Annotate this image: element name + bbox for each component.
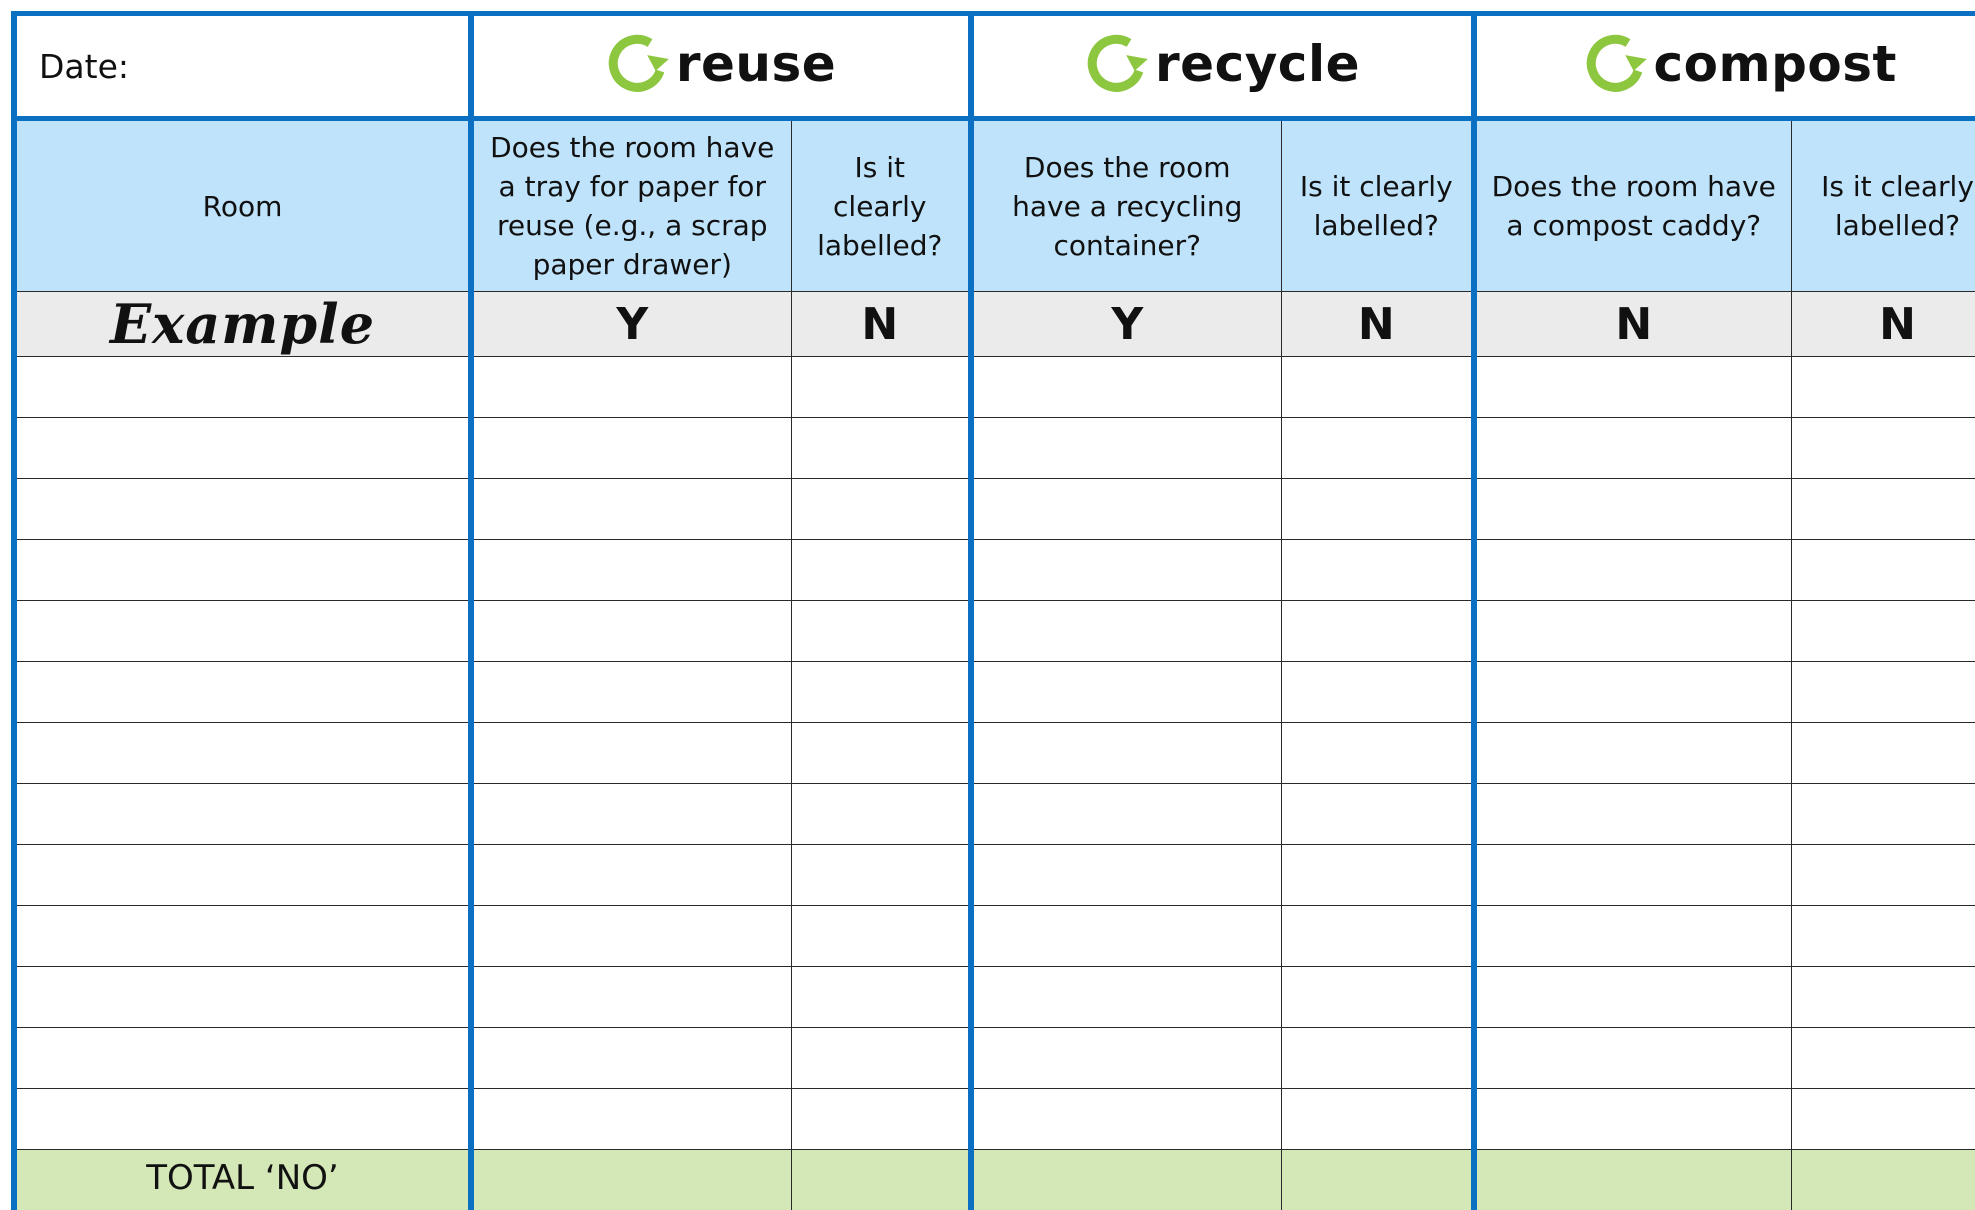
table-row [14,906,1975,967]
answer-entry-cell[interactable] [971,357,1281,418]
answer-entry-cell[interactable] [1281,540,1474,601]
table-row [14,723,1975,784]
table-row [14,479,1975,540]
answer-entry-cell[interactable] [1474,357,1791,418]
table-row [14,1089,1975,1150]
reuse-labelled-header [791,119,971,292]
section-reuse-label: reuse [675,35,837,93]
entry-rows [14,357,1975,1150]
answer-entry-cell[interactable] [1474,662,1791,723]
answer-entry-cell[interactable] [1281,967,1474,1028]
answer-entry-cell[interactable] [1281,418,1474,479]
room-header-label: Room [202,189,283,223]
answer-entry-cell[interactable] [471,601,791,662]
answer-entry-cell[interactable] [791,479,971,540]
room-entry-cell[interactable] [14,1089,471,1150]
answer-entry-cell[interactable] [791,418,971,479]
section-reuse [471,14,971,119]
recycle-labelled-header [1281,119,1474,292]
section-compost [1474,14,1975,119]
answer-entry-cell[interactable] [791,601,971,662]
waste-audit-table [11,11,1975,1210]
date-cell[interactable] [14,14,471,119]
answer-entry-cell[interactable] [1281,1028,1474,1089]
answer-entry-cell[interactable] [791,357,971,418]
room-entry-cell[interactable] [14,845,471,906]
answer-entry-cell[interactable] [791,967,971,1028]
answer-entry-cell[interactable] [1281,784,1474,845]
total-cell[interactable] [791,1150,971,1210]
answer-entry-cell[interactable] [1791,845,1975,906]
table-row [14,1028,1975,1089]
answer-entry-cell[interactable] [971,1028,1281,1089]
answer-entry-cell[interactable] [1474,967,1791,1028]
example-answer-cell [791,292,971,357]
recycle-container-question: Does the room have a recycling container? [1012,150,1243,262]
answer-entry-cell[interactable] [971,967,1281,1028]
table-row [14,601,1975,662]
example-row [14,292,1975,357]
section-recycle [971,14,1474,119]
example-room-cell [14,292,471,357]
answer-entry-cell[interactable] [1474,723,1791,784]
answer-entry-cell[interactable] [471,723,791,784]
example-label: Example [109,292,376,356]
total-label: TOTAL ‘NO’ [146,1158,339,1198]
answer-entry-cell[interactable] [1791,1028,1975,1089]
answer-entry-cell[interactable] [971,784,1281,845]
compost-labelled-question: Is it clearly labelled? [1821,170,1974,242]
example-answer-cell [471,292,791,357]
table-row [14,967,1975,1028]
answer-entry-cell[interactable] [471,845,791,906]
room-entry-cell[interactable] [14,662,471,723]
compost-caddy-question: Does the room have a compost caddy? [1491,170,1776,242]
answer-entry-cell[interactable] [1281,479,1474,540]
answer-entry-cell[interactable] [1474,601,1791,662]
answer-entry-cell[interactable] [971,479,1281,540]
answer-entry-cell[interactable] [1791,479,1975,540]
table-row [14,357,1975,418]
answer-entry-cell[interactable] [971,418,1281,479]
answer-entry-cell[interactable] [971,845,1281,906]
answer-entry-cell[interactable] [791,540,971,601]
answer-entry-cell[interactable] [1281,601,1474,662]
answer-entry-cell[interactable] [1791,418,1975,479]
room-entry-cell[interactable] [14,418,471,479]
total-cell[interactable] [1791,1150,1975,1210]
answer-entry-cell[interactable] [471,1028,791,1089]
room-entry-cell[interactable] [14,540,471,601]
answer-entry-cell[interactable] [791,1028,971,1089]
answer-entry-cell[interactable] [471,357,791,418]
room-entry-cell[interactable] [14,723,471,784]
example-answer: Y [1111,298,1144,350]
answer-entry-cell[interactable] [1791,662,1975,723]
section-title-compost [1584,31,1897,97]
example-answer-cell [1281,292,1474,357]
answer-entry-cell[interactable] [971,723,1281,784]
answer-entry-cell[interactable] [1281,357,1474,418]
room-entry-cell[interactable] [14,1028,471,1089]
total-cell[interactable] [1281,1150,1474,1210]
table-row [14,662,1975,723]
answer-entry-cell[interactable] [471,540,791,601]
answer-entry-cell[interactable] [1281,845,1474,906]
total-row [14,1150,1975,1210]
recycle-labelled-question: Is it clearly labelled? [1299,170,1453,242]
answer-entry-cell[interactable] [1474,1028,1791,1089]
example-answer: N [861,298,899,350]
answer-entry-cell[interactable] [1791,357,1975,418]
answer-entry-cell[interactable] [1474,418,1791,479]
answer-entry-cell[interactable] [1281,1089,1474,1150]
total-cell[interactable] [971,1150,1281,1210]
answer-entry-cell[interactable] [791,723,971,784]
answer-entry-cell[interactable] [971,601,1281,662]
section-title-reuse [606,31,836,97]
recycle-container-header [971,119,1281,292]
example-answer: N [1879,298,1916,350]
example-answer: Y [616,298,649,350]
answer-entry-cell[interactable] [791,1089,971,1150]
answer-entry-cell[interactable] [1474,540,1791,601]
table-row [14,418,1975,479]
total-cell[interactable] [471,1150,791,1210]
section-recycle-label: recycle [1155,35,1360,93]
answer-entry-cell[interactable] [791,906,971,967]
question-header-row [14,119,1975,292]
answer-entry-cell[interactable] [1474,479,1791,540]
total-label-cell [14,1150,471,1210]
room-entry-cell[interactable] [14,967,471,1028]
answer-entry-cell[interactable] [971,1089,1281,1150]
answer-entry-cell[interactable] [471,906,791,967]
answer-entry-cell[interactable] [971,540,1281,601]
room-entry-cell[interactable] [14,784,471,845]
section-compost-label: compost [1653,35,1897,93]
answer-entry-cell[interactable] [1791,1089,1975,1150]
table-row [14,784,1975,845]
table-row [14,845,1975,906]
reuse-labelled-question: Is it clearly labelled? [817,150,943,262]
answer-entry-cell[interactable] [1474,845,1791,906]
answer-entry-cell[interactable] [971,906,1281,967]
section-header-row [14,14,1975,119]
example-answer-cell [1474,292,1791,357]
answer-entry-cell[interactable] [1791,967,1975,1028]
answer-entry-cell[interactable] [1791,784,1975,845]
answer-entry-cell[interactable] [791,845,971,906]
recycle-arrow-icon [606,31,672,97]
answer-entry-cell[interactable] [1474,1089,1791,1150]
answer-entry-cell[interactable] [471,784,791,845]
answer-entry-cell[interactable] [1791,601,1975,662]
answer-entry-cell[interactable] [471,662,791,723]
answer-entry-cell[interactable] [1791,723,1975,784]
answer-entry-cell[interactable] [1474,906,1791,967]
date-label: Date: [39,46,129,86]
answer-entry-cell[interactable] [1281,662,1474,723]
answer-entry-cell[interactable] [1791,540,1975,601]
reuse-tray-header [471,119,791,292]
room-entry-cell[interactable] [14,479,471,540]
recycle-arrow-icon [1584,31,1650,97]
room-entry-cell[interactable] [14,601,471,662]
example-answer: N [1615,298,1653,350]
recycle-arrow-icon [1085,31,1151,97]
answer-entry-cell[interactable] [471,967,791,1028]
answer-entry-cell[interactable] [1791,906,1975,967]
answer-entry-cell[interactable] [471,479,791,540]
compost-caddy-header [1474,119,1791,292]
answer-entry-cell[interactable] [471,418,791,479]
answer-entry-cell[interactable] [1281,906,1474,967]
room-entry-cell[interactable] [14,906,471,967]
answer-entry-cell[interactable] [971,662,1281,723]
answer-entry-cell[interactable] [1281,723,1474,784]
total-cell[interactable] [1474,1150,1791,1210]
compost-labelled-header [1791,119,1975,292]
example-answer-cell [1791,292,1975,357]
example-answer: N [1357,298,1395,350]
room-header [14,119,471,292]
section-title-recycle [1085,31,1360,97]
answer-entry-cell[interactable] [1474,784,1791,845]
answer-entry-cell[interactable] [791,662,971,723]
answer-entry-cell[interactable] [791,784,971,845]
table-row [14,540,1975,601]
reuse-tray-question: Does the room have a tray for paper for reuse (e.g., a scrap paper drawer) [490,131,775,281]
room-entry-cell[interactable] [14,357,471,418]
answer-entry-cell[interactable] [471,1089,791,1150]
example-answer-cell [971,292,1281,357]
